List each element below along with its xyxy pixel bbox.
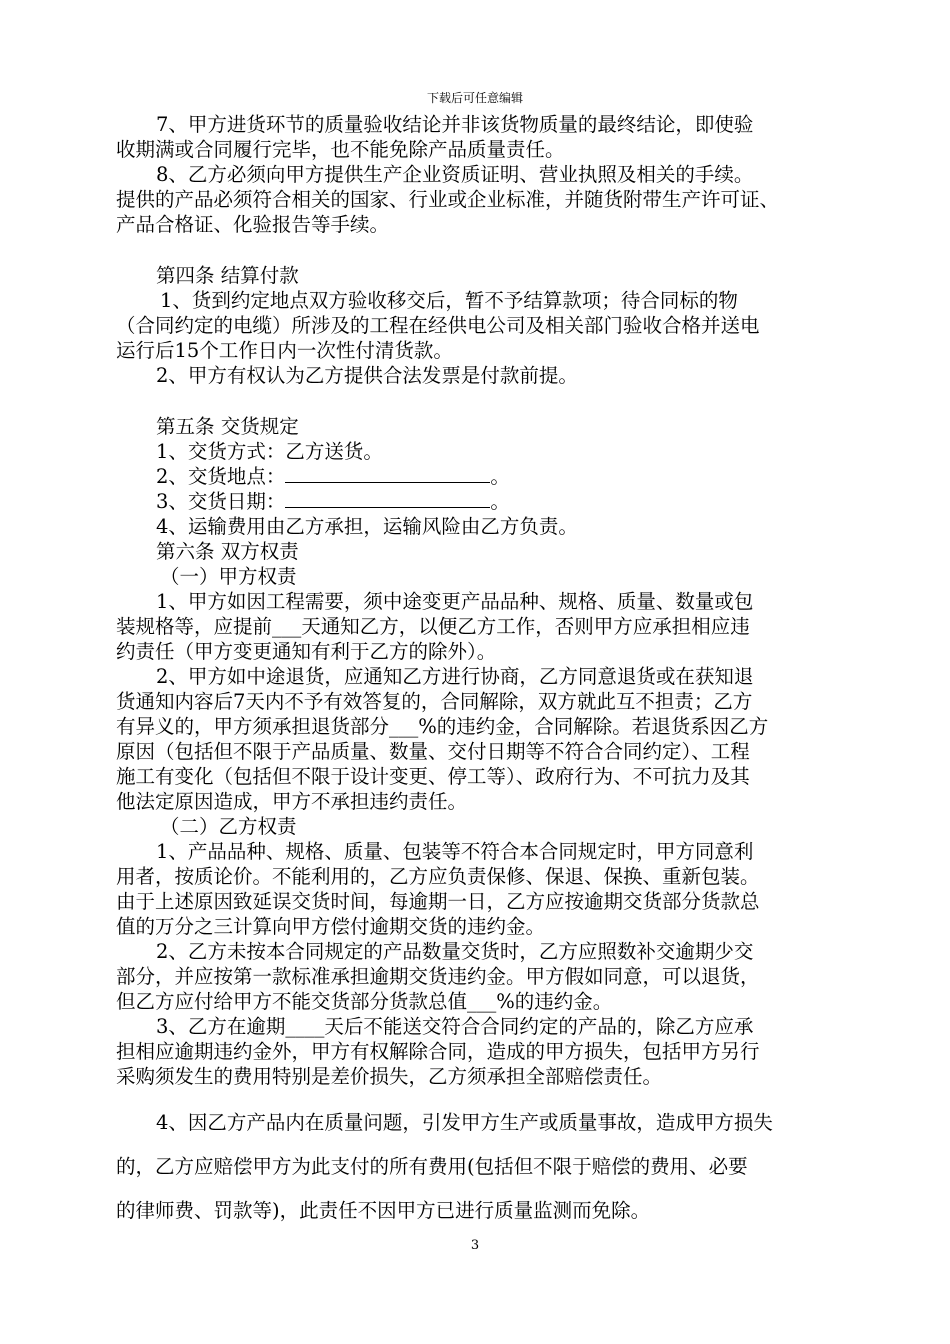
- text-line: 4、因乙方产品内在质量问题，引发甲方生产或质量事故，造成甲方损失: [156, 1111, 773, 1134]
- delivery-date-label: 3、交货日期：: [156, 490, 286, 513]
- article-5-item-1: 1、交货方式：乙方送货。: [156, 440, 383, 463]
- text-line: 3、乙方在逾期____天后不能送交符合合同约定的产品的，除乙方应承: [156, 1015, 754, 1038]
- article-5-heading: 第五条 交货规定: [156, 415, 299, 438]
- article-4-item-1: [116, 288, 876, 313]
- section-1-item-1-cont: [116, 614, 876, 664]
- clause-3-item-7: [116, 112, 876, 137]
- text-line: 8、乙方必须向甲方提供生产企业资质证明、营业执照及相关的手续。: [156, 163, 754, 186]
- text-line: 运行后15个工作日内一次性付清货款。: [116, 339, 453, 362]
- text-line: 施工有变化（包括但不限于设计变更、停工等）、政府行为、不可抗力及其: [116, 765, 750, 788]
- page-number: 3: [470, 1238, 480, 1253]
- section-1-item-2: [116, 664, 876, 689]
- section-2-item-2: [116, 939, 876, 964]
- section-1-item-2-cont: [116, 689, 876, 814]
- text-line: （合同约定的电缆）所涉及的工程在经供电公司及相关部门验收合格并送电: [116, 314, 760, 337]
- article-5-item-3: [116, 489, 876, 514]
- page-header: 下载后可任意编辑: [426, 91, 523, 105]
- text-line: 用者，按质论价。不能利用的，乙方应负责保修、保退、保换、重新包装。: [116, 865, 760, 888]
- text-line: 值的万分之三计算向甲方偿付逾期交货的违约金。: [116, 915, 546, 938]
- delivery-place-blank[interactable]: [285, 466, 490, 483]
- clause-3-item-7-cont: [116, 137, 876, 162]
- text-line: 他法定原因造成，甲方不承担违约责任。: [116, 790, 468, 813]
- article-4-item-1-cont: [116, 313, 876, 363]
- text-line: 原因（包括但不限于产品质量、数量、交付日期等不符合合同约定）、工程: [116, 740, 750, 763]
- text-line: 约责任（甲方变更通知有利于乙方的除外）。: [116, 640, 497, 663]
- section-2-item-4: [116, 1101, 876, 1233]
- text-line: 部分，并应按第一款标准承担逾期交货违约金。甲方假如同意，可以退货，: [116, 965, 760, 988]
- document-body: [116, 112, 876, 1233]
- text-line: 1、甲方如因工程需要，须中途变更产品品种、规格、质量、数量或包: [156, 590, 754, 613]
- text-line: 7、甲方进货环节的质量验收结论并非该货物质量的最终结论，即使验: [156, 113, 754, 136]
- text-line: 2、甲方如中途退货，应通知乙方进行协商，乙方同意退货或在获知退: [156, 665, 754, 688]
- section-2-heading: （二）乙方权责: [160, 815, 297, 838]
- text-line: 采购须发生的费用特别是差价损失，乙方须承担全部赔偿责任。: [116, 1065, 663, 1088]
- section-2-item-3-cont: [116, 1039, 876, 1089]
- text-line: 提供的产品必须符合相关的国家、行业或企业标准，并随货附带生产许可证、: [116, 188, 780, 211]
- section-2-item-1-cont: [116, 864, 876, 939]
- delivery-date-blank[interactable]: [285, 491, 490, 508]
- text-line: 但乙方应付给甲方不能交货部分货款总值___%的违约金。: [116, 990, 613, 1013]
- text-line: 产品合格证、化验报告等手续。: [116, 213, 390, 236]
- article-5-item-4: 4、运输费用由乙方承担，运输风险由乙方负责。: [156, 515, 578, 538]
- text-line: 的律师费、罚款等)，此责任不因甲方已进行质量监测而免除。: [116, 1199, 651, 1222]
- section-2-item-2-cont: [116, 964, 876, 1014]
- section-2-item-1: [116, 839, 876, 864]
- clause-3-item-8: [116, 162, 876, 187]
- article-6-heading: 第六条 双方权责: [156, 540, 299, 563]
- text-line: 担相应逾期违约金外，甲方有权解除合同，造成的甲方损失，包括甲方另行: [116, 1040, 760, 1063]
- period: 。: [490, 490, 510, 513]
- clause-3-item-8-cont: [116, 187, 876, 237]
- text-line: 1、货到约定地点双方验收移交后，暂不予结算款项；待合同标的物: [160, 289, 738, 312]
- text-line: 1、产品品种、规格、质量、包装等不符合本合同规定时，甲方同意利: [156, 840, 754, 863]
- text-line: 2、乙方未按本合同规定的产品数量交货时，乙方应照数补交逾期少交: [156, 940, 754, 963]
- section-2-item-3: [116, 1014, 876, 1039]
- article-4-item-2: 2、甲方有权认为乙方提供合法发票是付款前提。: [156, 364, 578, 387]
- text-line: 的，乙方应赔偿甲方为此支付的所有费用(包括但不限于赔偿的费用、必要: [116, 1155, 748, 1178]
- period: 。: [490, 465, 510, 488]
- text-line: 由于上述原因致延误交货时间，每逾期一日，乙方应按逾期交货部分货款总: [116, 890, 760, 913]
- article-4-heading: 第四条 结算付款: [156, 264, 299, 287]
- text-line: 收期满或合同履行完毕，也不能免除产品质量责任。: [116, 138, 565, 161]
- text-line: 货通知内容后7天内不予有效答复的，合同解除，双方就此互不担责；乙方: [116, 690, 753, 713]
- text-line: 装规格等，应提前___天通知乙方，以便乙方工作，否则甲方应承担相应违: [116, 615, 750, 638]
- delivery-place-label: 2、交货地点：: [156, 465, 286, 488]
- section-1-item-1: [116, 589, 876, 614]
- section-1-heading: （一）甲方权责: [160, 565, 297, 588]
- text-line: 有异义的，甲方须承担退货部分___%的违约金，合同解除。若退货系因乙方: [116, 715, 769, 738]
- article-5-item-2: [116, 464, 876, 489]
